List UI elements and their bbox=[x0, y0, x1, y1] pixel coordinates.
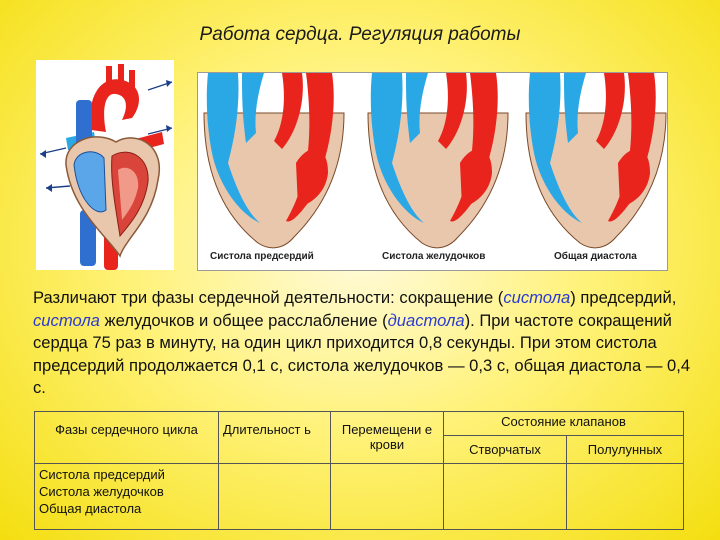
table-row-label: Систола желудочков bbox=[39, 484, 164, 499]
cardiac-cycle-phases-panel bbox=[197, 72, 668, 271]
desc-part-3: желудочков и общее расслабление ( bbox=[99, 310, 388, 330]
header-phases: Фазы сердечного цикла bbox=[35, 412, 219, 464]
phase-atrial-systole-diagram bbox=[204, 73, 344, 248]
term-diastole: диастола bbox=[387, 310, 465, 330]
table-row-label: Систола предсердий bbox=[39, 467, 165, 482]
caption-general-diastole: Общая диастола bbox=[554, 251, 637, 262]
header-valves: Состояние клапанов bbox=[444, 412, 684, 436]
header-duration: Длительност ь bbox=[219, 412, 331, 464]
phase-ventricular-systole-diagram bbox=[368, 73, 508, 248]
header-blood-movement: Перемещени е крови bbox=[331, 412, 444, 464]
page-title: Работа сердца. Регуляция работы bbox=[199, 24, 521, 45]
blood-movement-cell bbox=[331, 464, 444, 530]
phase-list-cell bbox=[35, 464, 219, 530]
valve-semilunar-cell bbox=[567, 464, 684, 530]
header-valve-leaflet: Створчатых bbox=[444, 436, 567, 464]
desc-part-2: ) предсердий, bbox=[570, 288, 677, 307]
phase-general-diastole-diagram bbox=[526, 73, 666, 248]
cardiac-phase-table bbox=[34, 411, 684, 530]
term-systole-2: систола bbox=[33, 310, 100, 330]
desc-part-1: Различают три фазы сердечной деятельности: сокращение ( bbox=[33, 288, 504, 307]
caption-ventricular-systole: Систола желудочков bbox=[382, 251, 486, 262]
caption-atrial-systole: Систола предсердий bbox=[210, 251, 314, 262]
duration-cell bbox=[219, 464, 331, 530]
term-systole: систола bbox=[503, 288, 571, 307]
heart-anatomy-illustration bbox=[36, 60, 174, 270]
header-valve-semilunar: Полулунных bbox=[567, 436, 684, 464]
desc-part-4: ). При частоте сокращений сердца 75 раз в минуту, на один цикл приходится 0,8 секунды. При этом систола предсердий продолжается 0,1 с, систола желудочков — 0,3 с, общая диастола — 0,4 с. bbox=[33, 310, 691, 397]
table-row-label: Общая диастола bbox=[39, 501, 142, 516]
description-paragraph bbox=[33, 287, 695, 400]
valve-leaflet-cell bbox=[444, 464, 567, 530]
